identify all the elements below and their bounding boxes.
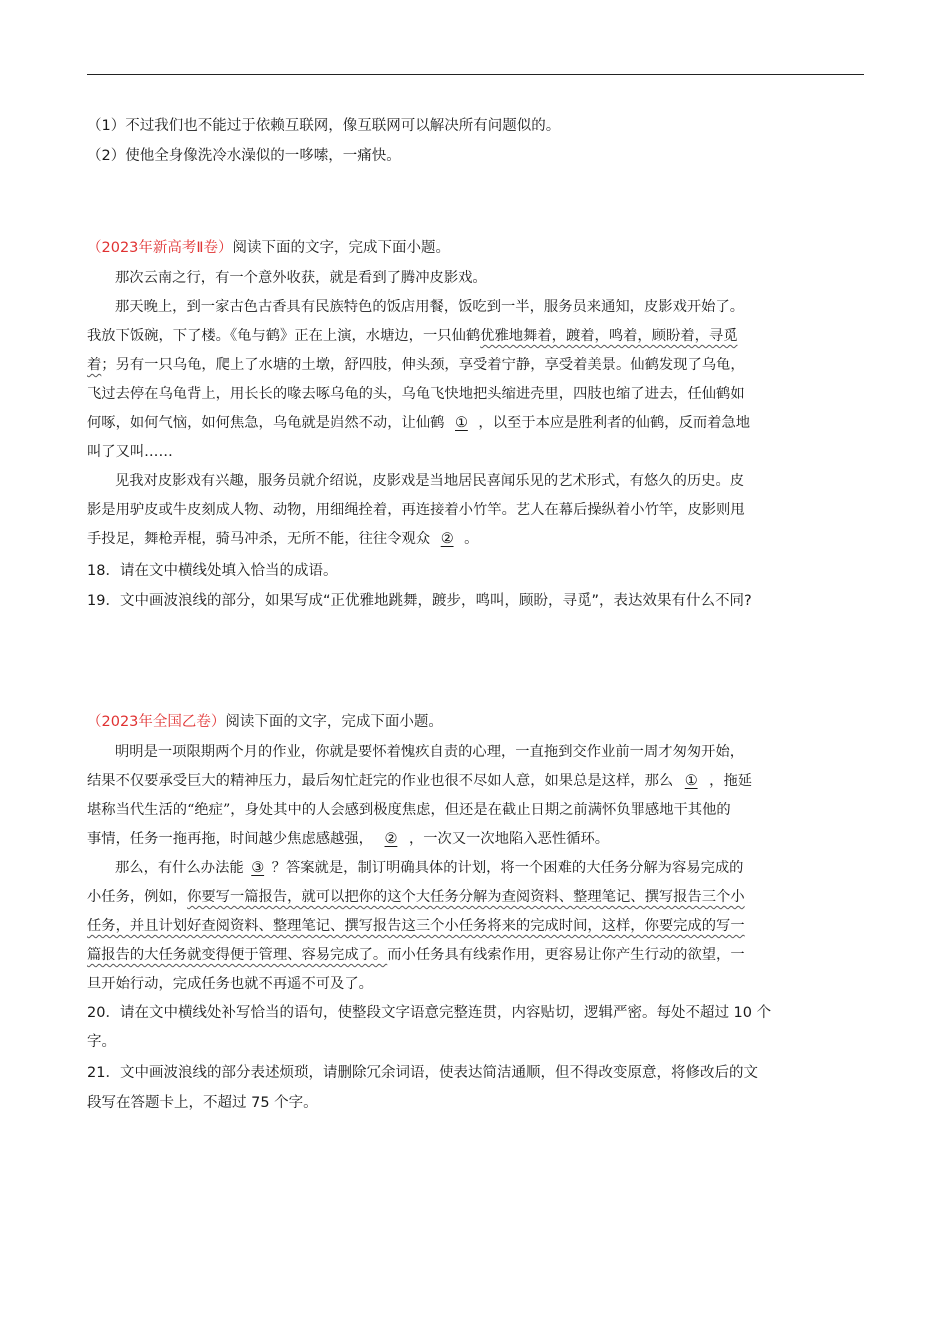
note-2: （2）使他全身像洗冷水澡似的一哆嗦，一痛快。 — [87, 148, 401, 164]
passage1-heading — [87, 238, 450, 258]
answer-blank-1: ① — [455, 415, 468, 431]
question-19: 19．文中画波浪线的部分，如果写成“正优雅地跳舞，踱步，鸣叫，顾盼，寻觅”，表达效果有什么不同? — [87, 593, 752, 609]
passage1-p2-line5 — [87, 413, 750, 433]
text-span: 何啄，如何气恼，如何焦急，乌龟就是岿然不动，让仙鹤 — [87, 415, 445, 431]
passage2-p1-line3: 堪称当代生活的“绝症”，身处其中的人会感到极度焦虑，但还是在截止日期之前满怀负罪感地干其他的 — [87, 802, 731, 818]
wavy-underlined-text: 着 — [87, 357, 102, 373]
passage2-p2-line5: 旦开始行动，完成任务也就不再遥不可及了。 — [87, 976, 373, 992]
passage2-p2-line4 — [87, 945, 745, 965]
passage2-p2-line2 — [87, 887, 745, 907]
passage2-p2-line1 — [115, 858, 743, 878]
passage1-p2-line4: 飞过去停在乌龟背上，用长长的喙去啄乌龟的头，乌龟飞快地把头缩进壳里，四肢也缩了进去，任仙鹤如 — [87, 386, 745, 402]
passage2-p1-line1: 明明是一项限期两个月的作业，你就是要怀着愧疚自责的心理，一直拖到交作业前一周才匆匆开始， — [115, 744, 745, 760]
note-1: （1）不过我们也不能过于依赖互联网，像互联网可以解决所有问题似的。 — [87, 118, 561, 134]
text-span: 手投足，舞枪弄棍，骑马冲杀，无所不能，往往令观众 — [87, 531, 431, 547]
passage1-p2-line2 — [87, 326, 738, 346]
answer-blank-3: ③ — [251, 860, 265, 876]
answer-blank-2: ② — [384, 831, 398, 847]
passage1-p2-line6: 叫了又叫…… — [87, 444, 173, 460]
passage1-p2-line1: 那天晚上，到一家古色古香具有民族特色的饭店用餐，饭吃到一半，服务员来通知，皮影戏开始了。 — [115, 299, 745, 315]
passage1-p3-line2: 影是用驴皮或牛皮刻成人物、动物，用细绳拴着，再连接着小竹竿。艺人在幕后操纵着小竹竿，皮影则甩 — [87, 502, 745, 518]
question-18: 18．请在文中横线处填入恰当的成语。 — [87, 563, 338, 579]
text-span: 小任务，例如， — [87, 889, 188, 905]
text-span: 事情，任务一拖再拖，时间越少焦虑感越强， — [87, 831, 373, 847]
text-span: 那么，有什么办法能 — [115, 860, 244, 876]
text-span: ？答案就是，制订明确具体的计划，将一个困难的大任务分解为容易完成的 — [271, 860, 744, 876]
answer-blank-1: ① — [684, 773, 698, 789]
wavy-underlined-text: 优雅地舞着，踱着，鸣着，顾盼着，寻觅 — [480, 328, 738, 344]
passage2-p2-line3 — [87, 916, 745, 936]
question-20-line2: 字。 — [87, 1034, 116, 1050]
passage1-instruction: 阅读下面的文字，完成下面小题。 — [232, 240, 451, 256]
text-span: 结果不仅要承受巨大的精神压力，最后匆忙赶完的作业也很不尽如人意，如果总是这样，那么 — [87, 773, 674, 789]
answer-blank-2: ② — [440, 531, 454, 547]
wavy-underlined-text: 任务，并且计划好查阅资料、整理笔记、撰写报告这三个小任务将来的完成时间，这样，你要完成的写一 — [87, 918, 745, 934]
text-span: ，以至于本应是胜利者的仙鹤，反而着急地 — [478, 415, 751, 431]
text-span: ；另有一只乌龟，爬上了水塘的土墩，舒四肢，伸头颈，享受着宁静，享受着美景。仙鹤发现了乌龟， — [101, 357, 745, 373]
text-span: ，一次又一次地陷入恶性循环。 — [408, 831, 610, 847]
wavy-underlined-text: 你要写一篇报告，就可以把你的这个大任务分解为查阅资料、整理笔记、撰写报告三个小 — [187, 889, 745, 905]
passage2-p1-line2 — [87, 771, 752, 791]
passage1-source: （2023年新高考Ⅱ卷） — [87, 240, 233, 256]
passage2-source: （2023年全国乙卷） — [87, 714, 226, 730]
text-span: ，拖延 — [709, 773, 753, 789]
question-21-line1: 21．文中画波浪线的部分表述烦琐，请删除冗余词语，使表达简洁通顺，但不得改变原意，将修改后的文 — [87, 1065, 758, 1081]
passage1-p3-line3 — [87, 529, 478, 549]
wavy-underlined-text: 篇报告的大任务就变得便于管理、容易完成了。 — [87, 947, 388, 963]
passage2-p1-line4 — [87, 829, 609, 849]
passage1-p2-line3 — [87, 355, 745, 375]
passage2-instruction: 阅读下面的文字，完成下面小题。 — [225, 714, 443, 730]
passage1-p3-line1: 见我对皮影戏有兴趣，服务员就介绍说，皮影戏是当地居民喜闻乐见的艺术形式，有悠久的历史。皮 — [115, 473, 745, 489]
text-span: 而小任务具有线索作用，更容易让你产生行动的欲望，一 — [387, 947, 745, 963]
text-span: 。 — [464, 531, 479, 547]
passage1-p1: 那次云南之行，有一个意外收获，就是看到了腾冲皮影戏。 — [115, 270, 487, 286]
text-span: 我放下饭碗，下了楼。《龟与鹤》正在上演，水塘边，一只仙鹤 — [87, 328, 481, 344]
passage2-heading — [87, 712, 443, 732]
header-rule — [87, 74, 864, 75]
question-21-line2: 段写在答题卡上，不超过 75 个字。 — [87, 1095, 318, 1111]
question-20-line1: 20．请在文中横线处补写恰当的语句，使整段文字语意完整连贯，内容贴切，逻辑严密。每处不超过 10 个 — [87, 1005, 772, 1021]
